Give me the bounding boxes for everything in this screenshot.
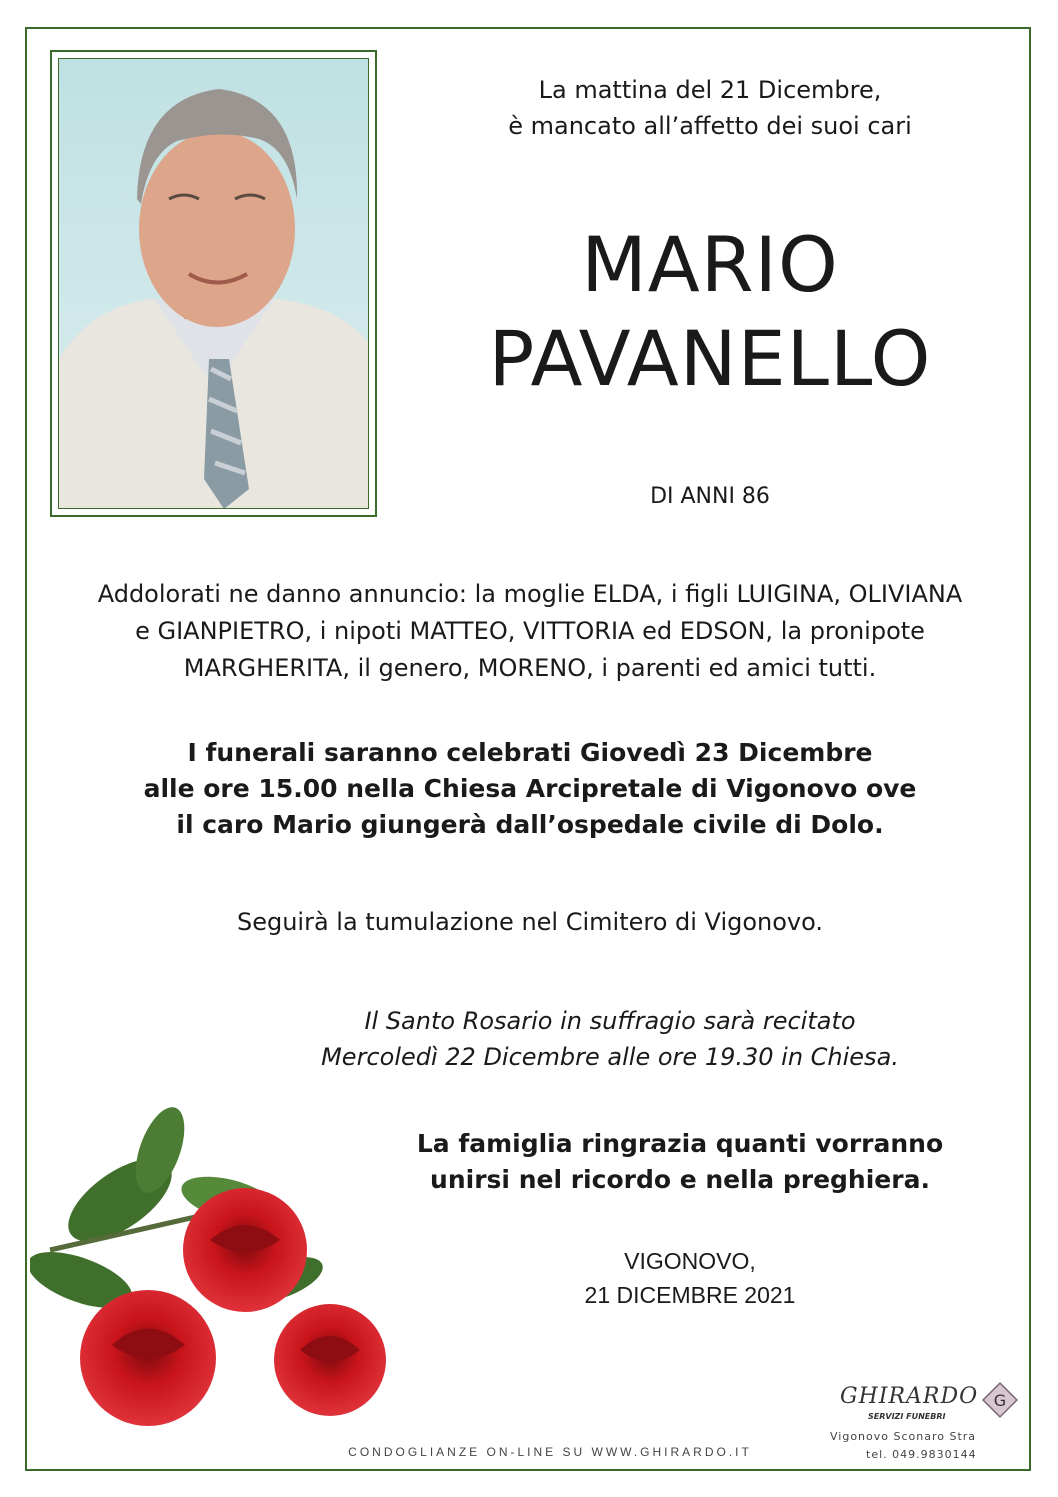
agency-name: GHIRARDO — [840, 1384, 979, 1409]
agency-logo — [830, 1376, 1030, 1466]
first-name: MARIO — [581, 220, 839, 309]
portrait-photo — [58, 58, 369, 509]
rosary-line-1: Il Santo Rosario in suffragio sarà recitato — [364, 1007, 856, 1035]
agency-phone: tel. 049.9830144 — [866, 1448, 977, 1461]
portrait-frame — [50, 50, 377, 517]
agency-mark-icon — [980, 1380, 1020, 1420]
funeral-details — [110, 735, 950, 843]
thanks-line-2: unirsi nel ricordo e nella preghiera. — [430, 1165, 930, 1194]
announcement — [40, 576, 1020, 687]
thanks-line-1: La famiglia ringrazia quanti vorranno — [416, 1129, 944, 1158]
svg-text:G: G — [993, 1391, 1007, 1410]
intro-line-1: La mattina del 21 Dicembre, — [538, 76, 882, 104]
deceased-name — [440, 218, 980, 406]
agency-locations: Vigonovo Sconaro Stra — [830, 1430, 977, 1443]
announcement-line-1: Addolorati ne danno annuncio: la moglie ELDA, i figli LUIGINA, OLIVIANA — [97, 580, 963, 608]
thanks-message — [400, 1126, 960, 1198]
funeral-line-3: il caro Mario giungerà dall’ospedale civile di Dolo. — [176, 810, 884, 839]
place-name: VIGONOVO, — [624, 1248, 756, 1274]
rosary-details — [250, 1003, 970, 1075]
funeral-line-2: alle ore 15.00 nella Chiesa Arcipretale di Vigonovo ove — [143, 774, 917, 803]
agency-subtitle: SERVIZI FUNEBRI — [868, 1412, 946, 1421]
age-line: DI ANNI 86 — [650, 484, 770, 509]
intro-text — [430, 72, 990, 144]
rosary-line-2: Mercoledì 22 Dicembre alle ore 19.30 in Chiesa. — [321, 1043, 899, 1071]
last-name: PAVANELLO — [488, 314, 932, 403]
funeral-line-1: I funerali saranno celebrati Giovedì 23 Dicembre — [187, 738, 873, 767]
intro-line-2: è mancato all’affetto dei suoi cari — [508, 112, 912, 140]
condolences-website: CONDOGLIANZE ON-LINE SU WWW.GHIRARDO.IT — [348, 1445, 752, 1459]
place-date — [520, 1244, 860, 1312]
burial-line: Seguirà la tumulazione nel Cimitero di Vigonovo. — [236, 908, 824, 936]
announcement-line-2: e GIANPIETRO, i nipoti MATTEO, VITTORIA ed EDSON, la pronipote — [135, 617, 925, 645]
announcement-line-3: MARGHERITA, il genero, MORENO, i parenti ed amici tutti. — [183, 654, 877, 682]
notice-date: 21 DICEMBRE 2021 — [584, 1282, 796, 1308]
roses-image — [30, 1090, 430, 1440]
